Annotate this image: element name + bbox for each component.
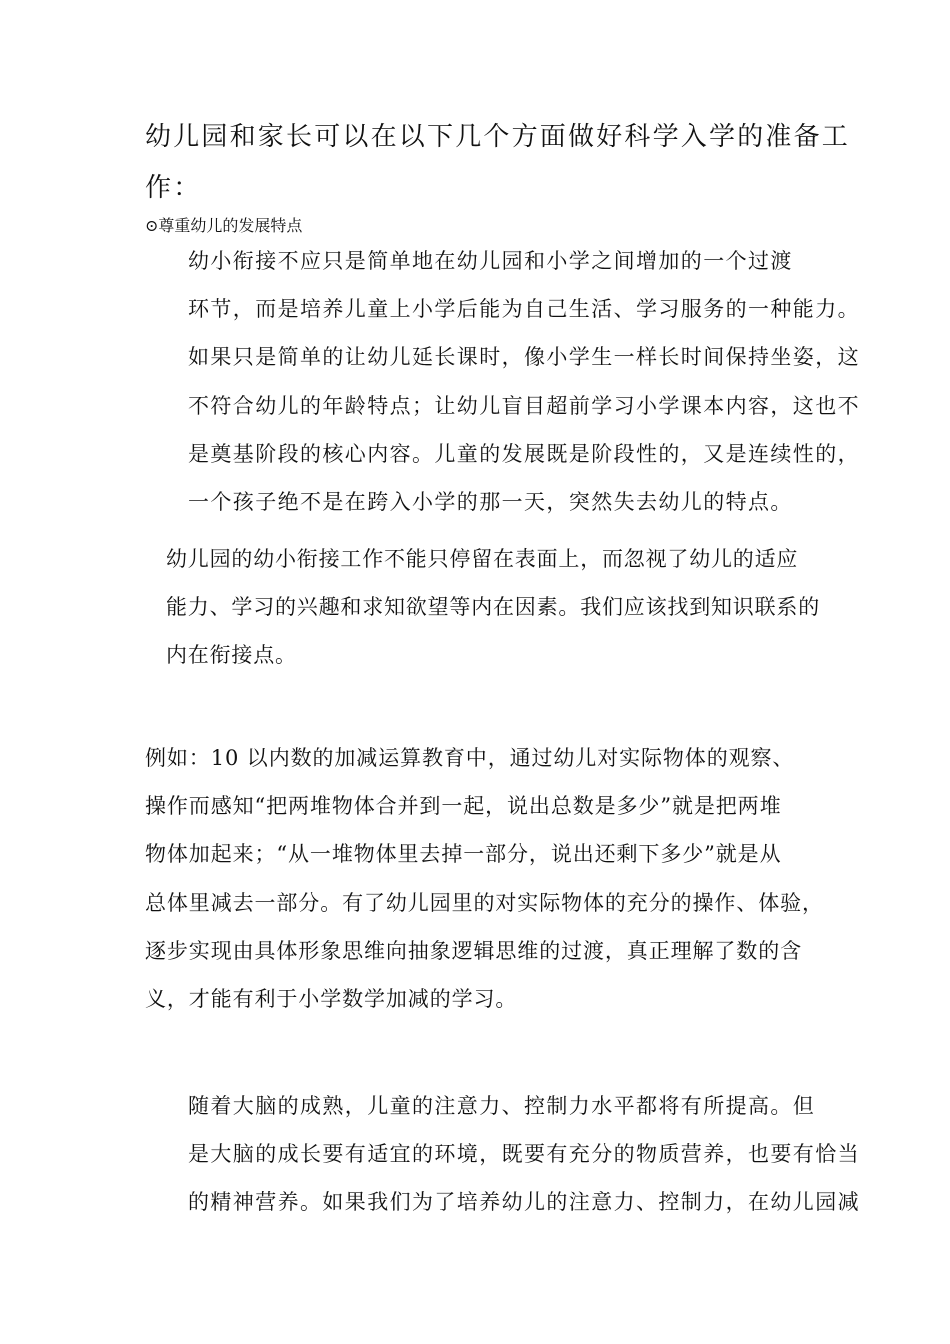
paragraph-line: 逐步实现由具体形象思维向抽象逻辑思维的过渡，真正理解了数的含	[145, 938, 802, 963]
paragraph-line: 能力、学习的兴趣和求知欲望等内在因素。我们应该找到知识联系的	[166, 595, 820, 620]
heading-line-2: 作：	[145, 173, 202, 203]
paragraph-line: 内在衔接点。	[166, 643, 297, 668]
paragraph-line: 的精神营养。如果我们为了培养幼儿的注意力、控制力，在幼儿园减	[188, 1190, 860, 1215]
paragraph-line: 幼小衔接不应只是简单地在幼儿园和小学之间增加的一个过渡	[188, 249, 793, 273]
paragraph-4	[145, 1082, 860, 1227]
paragraph-3	[145, 734, 824, 1023]
paragraph-line: 例如：10 以内数的加减运算教育中，通过幼儿对实际物体的观察、	[145, 746, 795, 770]
paragraph-line: 如果只是简单的让幼儿延长课时，像小学生一样长时间保持坐姿，这	[188, 345, 860, 370]
paragraph-line: 是大脑的成长要有适宜的环境，既要有充分的物质营养，也要有恰当	[188, 1142, 860, 1167]
paragraph-line: 操作而感知“把两堆物体合并到一起，说出总数是多少”就是把两堆	[145, 794, 782, 819]
paragraph-line: 幼儿园的幼小衔接工作不能只停留在表面上，而忽视了幼儿的适应	[166, 547, 799, 571]
paragraph-line: 是奠基阶段的核心内容。儿童的发展既是阶段性的，又是连续性的，	[188, 441, 860, 466]
subsection-heading: ⊙尊重幼儿的发展特点	[145, 216, 303, 235]
paragraph-line: 义，才能有利于小学数学加减的学习。	[145, 987, 518, 1012]
heading-line-1: 幼儿园和家长可以在以下几个方面做好科学入学的准备工	[145, 122, 851, 152]
paragraph-line: 物体加起来；“从一堆物体里去掉一部分，说出还剩下多少”就是从	[145, 842, 782, 867]
paragraph-line: 随着大脑的成熟，儿童的注意力、控制力水平都将有所提高。但	[188, 1094, 816, 1118]
paragraph-line: 总体里减去一部分。有了幼儿园里的对实际物体的充分的操作、体验，	[145, 890, 824, 915]
paragraph-line: 环节，而是培养儿童上小学后能为自己生活、学习服务的一种能力。	[188, 297, 860, 322]
paragraph-1	[145, 237, 860, 526]
paragraph-line: 一个孩子绝不是在跨入小学的那一天，突然失去幼儿的特点。	[188, 490, 793, 515]
paragraph-2	[145, 535, 820, 680]
paragraph-line: 不符合幼儿的年龄特点；让幼儿盲目超前学习小学课本内容，这也不	[188, 393, 860, 418]
section-heading	[145, 112, 851, 214]
